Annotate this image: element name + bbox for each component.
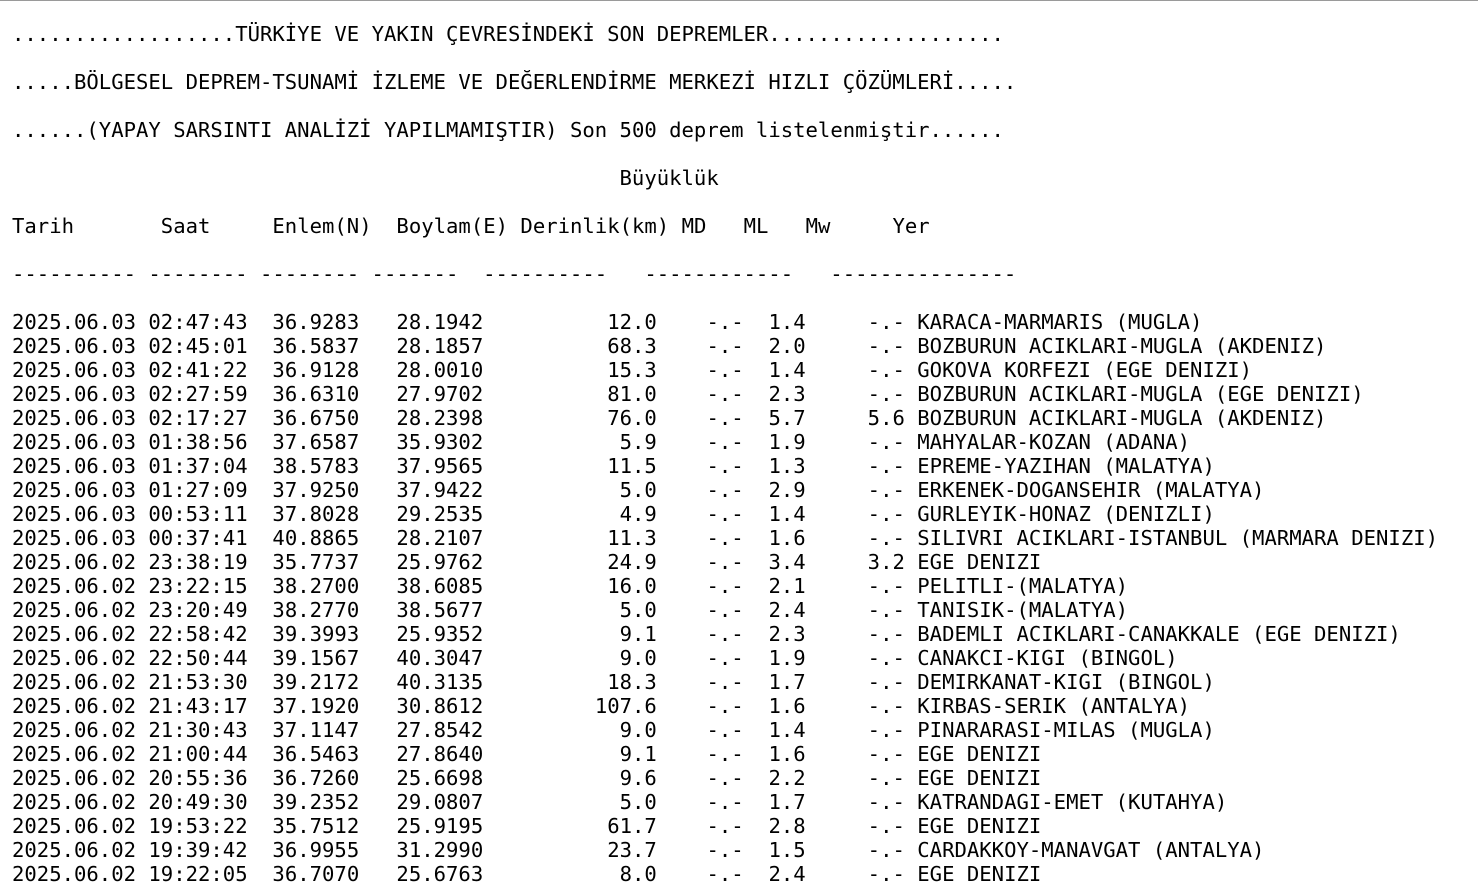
row-depth: 5.9 xyxy=(619,430,657,454)
row-time: 22:50:44 xyxy=(148,646,248,670)
column-underline: ---------- -------- -------- ------- ---------- ------------ --------------- xyxy=(12,262,1017,286)
row-ml: 1.6 xyxy=(768,694,806,718)
row-location: KIRBAS-SERIK (ANTALYA) xyxy=(917,694,1191,718)
row-location: BOZBURUN ACIKLARI-MUGLA (AKDENIZ) xyxy=(917,334,1327,358)
row-depth: 76.0 xyxy=(607,406,657,430)
row-lat: 37.1920 xyxy=(272,694,360,718)
row-md: -.- xyxy=(706,814,744,838)
table-row xyxy=(12,862,1438,886)
row-location: EGE DENIZI xyxy=(917,766,1042,790)
row-lat: 37.6587 xyxy=(272,430,360,454)
row-depth: 5.0 xyxy=(619,598,657,622)
row-lon: 40.3047 xyxy=(396,646,484,670)
row-lat: 38.5783 xyxy=(272,454,360,478)
row-date: 2025.06.02 xyxy=(12,694,136,718)
row-date: 2025.06.02 xyxy=(12,862,136,886)
header-note: (YAPAY SARSINTI ANALİZİ YAPILMAMIŞTIR) Son 500 deprem listelenmiştir xyxy=(86,118,930,142)
row-md: -.- xyxy=(706,718,744,742)
row-location: CANAKCI-KIGI (BINGOL) xyxy=(917,646,1178,670)
row-lat: 36.9283 xyxy=(272,310,360,334)
row-depth: 11.3 xyxy=(607,526,657,550)
row-mw: 3.2 xyxy=(867,550,905,574)
row-date: 2025.06.02 xyxy=(12,718,136,742)
row-depth: 15.3 xyxy=(607,358,657,382)
row-date: 2025.06.02 xyxy=(12,766,136,790)
header-title: TÜRKİYE VE YAKIN ÇEVRESİNDEKİ SON DEPREMLER xyxy=(235,22,769,46)
row-time: 23:20:49 xyxy=(148,598,248,622)
row-mw: -.- xyxy=(867,526,905,550)
col-depth-header: Derinlik(km) xyxy=(520,214,670,238)
row-mw: -.- xyxy=(867,622,905,646)
col-date-header: Tarih xyxy=(12,214,74,238)
row-ml: 2.3 xyxy=(768,382,806,406)
row-lon: 40.3135 xyxy=(396,670,484,694)
row-depth: 8.0 xyxy=(619,862,657,886)
table-row xyxy=(12,430,1438,454)
row-location: MAHYALAR-KOZAN (ADANA) xyxy=(917,430,1191,454)
row-lon: 28.1942 xyxy=(396,310,484,334)
row-md: -.- xyxy=(706,742,744,766)
row-date: 2025.06.02 xyxy=(12,742,136,766)
row-ml: 2.4 xyxy=(768,598,806,622)
row-lon: 28.2107 xyxy=(396,526,484,550)
row-lon: 25.9352 xyxy=(396,622,484,646)
row-lon: 28.0010 xyxy=(396,358,484,382)
table-row xyxy=(12,478,1438,502)
row-depth: 5.0 xyxy=(619,790,657,814)
row-mw: -.- xyxy=(867,646,905,670)
earthquake-rows xyxy=(12,310,1438,886)
row-time: 21:53:30 xyxy=(148,670,248,694)
row-depth: 9.1 xyxy=(619,622,657,646)
row-depth: 23.7 xyxy=(607,838,657,862)
row-time: 19:22:05 xyxy=(148,862,248,886)
table-row xyxy=(12,406,1438,430)
col-time-header: Saat xyxy=(160,214,211,238)
row-location: EGE DENIZI xyxy=(917,742,1042,766)
row-time: 22:58:42 xyxy=(148,622,248,646)
row-md: -.- xyxy=(706,430,744,454)
row-date: 2025.06.03 xyxy=(12,502,136,526)
row-location: EGE DENIZI xyxy=(917,862,1042,886)
row-time: 02:45:01 xyxy=(148,334,248,358)
row-ml: 1.4 xyxy=(768,358,806,382)
row-depth: 16.0 xyxy=(607,574,657,598)
row-location: DEMIRKANAT-KIGI (BINGOL) xyxy=(917,670,1215,694)
row-lon: 35.9302 xyxy=(396,430,484,454)
row-mw: -.- xyxy=(867,430,905,454)
row-location: GOKOVA KORFEZI (EGE DENIZI) xyxy=(917,358,1253,382)
row-mw: -.- xyxy=(867,694,905,718)
row-lon: 37.9565 xyxy=(396,454,484,478)
header-title-line: ..................TÜRKİYE VE YAKIN ÇEVRESİNDEKİ SON DEPREMLER................... xyxy=(12,22,1004,46)
row-md: -.- xyxy=(706,670,744,694)
row-lat: 36.6750 xyxy=(272,406,360,430)
row-time: 01:27:09 xyxy=(148,478,248,502)
row-ml: 1.4 xyxy=(768,718,806,742)
row-lat: 37.1147 xyxy=(272,718,360,742)
row-time: 01:37:04 xyxy=(148,454,248,478)
table-row xyxy=(12,694,1438,718)
table-row xyxy=(12,742,1438,766)
row-lon: 28.1857 xyxy=(396,334,484,358)
table-row xyxy=(12,382,1438,406)
table-row xyxy=(12,598,1438,622)
row-mw: -.- xyxy=(867,454,905,478)
row-md: -.- xyxy=(706,358,744,382)
table-row xyxy=(12,310,1438,334)
table-row xyxy=(12,526,1438,550)
row-md: -.- xyxy=(706,478,744,502)
row-lat: 38.2700 xyxy=(272,574,360,598)
row-lon: 28.2398 xyxy=(396,406,484,430)
row-time: 19:53:22 xyxy=(148,814,248,838)
row-date: 2025.06.02 xyxy=(12,598,136,622)
row-ml: 1.4 xyxy=(768,502,806,526)
row-lon: 25.6698 xyxy=(396,766,484,790)
row-ml: 2.1 xyxy=(768,574,806,598)
row-ml: 1.5 xyxy=(768,838,806,862)
row-date: 2025.06.03 xyxy=(12,478,136,502)
table-row xyxy=(12,358,1438,382)
row-date: 2025.06.03 xyxy=(12,454,136,478)
col-mw-header: Mw xyxy=(805,214,831,238)
row-depth: 68.3 xyxy=(607,334,657,358)
row-location: BOZBURUN ACIKLARI-MUGLA (AKDENIZ) xyxy=(917,406,1327,430)
row-mw: -.- xyxy=(867,790,905,814)
row-md: -.- xyxy=(706,838,744,862)
row-lat: 39.2172 xyxy=(272,670,360,694)
row-location: ERKENEK-DOGANSEHIR (MALATYA) xyxy=(917,478,1265,502)
header-subtitle: BÖLGESEL DEPREM-TSUNAMİ İZLEME VE DEĞERLENDİRME MERKEZİ HIZLI ÇÖZÜMLERİ xyxy=(74,70,955,94)
row-depth: 81.0 xyxy=(607,382,657,406)
row-lon: 27.8640 xyxy=(396,742,484,766)
top-divider xyxy=(0,0,1478,1)
header-subtitle-line: .....BÖLGESEL DEPREM-TSUNAMİ İZLEME VE DEĞERLENDİRME MERKEZİ HIZLI ÇÖZÜMLERİ..... xyxy=(12,70,1017,94)
row-depth: 18.3 xyxy=(607,670,657,694)
table-row xyxy=(12,550,1438,574)
row-md: -.- xyxy=(706,502,744,526)
row-ml: 5.7 xyxy=(768,406,806,430)
row-lat: 35.7737 xyxy=(272,550,360,574)
row-mw: -.- xyxy=(867,742,905,766)
row-date: 2025.06.02 xyxy=(12,622,136,646)
row-mw: -.- xyxy=(867,358,905,382)
row-location: KARACA-MARMARIS (MUGLA) xyxy=(917,310,1203,334)
table-row xyxy=(12,502,1438,526)
row-ml: 2.9 xyxy=(768,478,806,502)
row-mw: -.- xyxy=(867,382,905,406)
row-depth: 61.7 xyxy=(607,814,657,838)
row-md: -.- xyxy=(706,334,744,358)
row-location: BOZBURUN ACIKLARI-MUGLA (EGE DENIZI) xyxy=(917,382,1364,406)
row-time: 19:39:42 xyxy=(148,838,248,862)
row-location: PINARARASI-MILAS (MUGLA) xyxy=(917,718,1215,742)
row-md: -.- xyxy=(706,574,744,598)
row-mw: -.- xyxy=(867,718,905,742)
row-time: 20:55:36 xyxy=(148,766,248,790)
row-ml: 1.3 xyxy=(768,454,806,478)
row-lat: 39.2352 xyxy=(272,790,360,814)
row-date: 2025.06.02 xyxy=(12,814,136,838)
row-ml: 1.9 xyxy=(768,646,806,670)
row-depth: 4.9 xyxy=(619,502,657,526)
row-mw: -.- xyxy=(867,478,905,502)
row-location: EPREME-YAZIHAN (MALATYA) xyxy=(917,454,1215,478)
table-row xyxy=(12,646,1438,670)
row-location: EGE DENIZI xyxy=(917,814,1042,838)
row-ml: 2.8 xyxy=(768,814,806,838)
row-date: 2025.06.02 xyxy=(12,790,136,814)
row-lat: 40.8865 xyxy=(272,526,360,550)
row-mw: -.- xyxy=(867,598,905,622)
row-time: 02:41:22 xyxy=(148,358,248,382)
row-lon: 29.0807 xyxy=(396,790,484,814)
row-location: KATRANDAGI-EMET (KUTAHYA) xyxy=(917,790,1228,814)
row-depth: 9.0 xyxy=(619,646,657,670)
row-lon: 25.9762 xyxy=(396,550,484,574)
table-row xyxy=(12,334,1438,358)
row-mw: -.- xyxy=(867,334,905,358)
earthquake-listing xyxy=(12,22,1438,886)
row-lon: 25.9195 xyxy=(396,814,484,838)
magnitude-group-line xyxy=(12,166,1438,190)
row-lat: 36.6310 xyxy=(272,382,360,406)
row-ml: 1.4 xyxy=(768,310,806,334)
row-lon: 31.2990 xyxy=(396,838,484,862)
table-row xyxy=(12,622,1438,646)
row-location: SILIVRI ACIKLARI-ISTANBUL (MARMARA DENIZI) xyxy=(917,526,1439,550)
row-time: 00:53:11 xyxy=(148,502,248,526)
row-lat: 37.9250 xyxy=(272,478,360,502)
row-lat: 36.7260 xyxy=(272,766,360,790)
row-time: 23:22:15 xyxy=(148,574,248,598)
row-mw: -.- xyxy=(867,310,905,334)
row-md: -.- xyxy=(706,382,744,406)
row-mw: 5.6 xyxy=(867,406,905,430)
col-ml-header: ML xyxy=(743,214,769,238)
row-time: 23:38:19 xyxy=(148,550,248,574)
row-md: -.- xyxy=(706,526,744,550)
row-mw: -.- xyxy=(867,574,905,598)
row-date: 2025.06.03 xyxy=(12,310,136,334)
row-time: 21:30:43 xyxy=(148,718,248,742)
row-md: -.- xyxy=(706,694,744,718)
row-lat: 39.1567 xyxy=(272,646,360,670)
row-date: 2025.06.02 xyxy=(12,838,136,862)
row-time: 21:43:17 xyxy=(148,694,248,718)
row-lat: 36.5837 xyxy=(272,334,360,358)
row-lat: 38.2770 xyxy=(272,598,360,622)
row-date: 2025.06.03 xyxy=(12,334,136,358)
row-date: 2025.06.03 xyxy=(12,430,136,454)
row-md: -.- xyxy=(706,790,744,814)
row-lon: 30.8612 xyxy=(396,694,484,718)
row-md: -.- xyxy=(706,550,744,574)
row-date: 2025.06.02 xyxy=(12,550,136,574)
row-md: -.- xyxy=(706,622,744,646)
row-ml: 2.2 xyxy=(768,766,806,790)
row-date: 2025.06.03 xyxy=(12,526,136,550)
row-ml: 1.6 xyxy=(768,742,806,766)
row-ml: 2.4 xyxy=(768,862,806,886)
row-mw: -.- xyxy=(867,766,905,790)
table-row xyxy=(12,838,1438,862)
row-location: EGE DENIZI xyxy=(917,550,1042,574)
row-depth: 24.9 xyxy=(607,550,657,574)
row-location: PELITLI-(MALATYA) xyxy=(917,574,1129,598)
row-lon: 27.8542 xyxy=(396,718,484,742)
row-location: TANISIK-(MALATYA) xyxy=(917,598,1129,622)
col-location-header: Yer xyxy=(892,214,930,238)
row-lat: 36.9955 xyxy=(272,838,360,862)
row-date: 2025.06.03 xyxy=(12,382,136,406)
row-time: 02:17:27 xyxy=(148,406,248,430)
row-ml: 2.0 xyxy=(768,334,806,358)
row-depth: 11.5 xyxy=(607,454,657,478)
table-row xyxy=(12,670,1438,694)
row-lat: 37.8028 xyxy=(272,502,360,526)
col-md-header: MD xyxy=(681,214,707,238)
row-mw: -.- xyxy=(867,502,905,526)
row-md: -.- xyxy=(706,766,744,790)
table-row xyxy=(12,790,1438,814)
row-ml: 1.9 xyxy=(768,430,806,454)
row-mw: -.- xyxy=(867,838,905,862)
row-date: 2025.06.03 xyxy=(12,358,136,382)
row-md: -.- xyxy=(706,598,744,622)
header-note-line: ......(YAPAY SARSINTI ANALİZİ YAPILMAMIŞTIR) Son 500 deprem listelenmiştir...... xyxy=(12,118,1004,142)
row-date: 2025.06.02 xyxy=(12,670,136,694)
row-lat: 36.7070 xyxy=(272,862,360,886)
col-lat-header: Enlem(N) xyxy=(272,214,372,238)
row-mw: -.- xyxy=(867,814,905,838)
row-ml: 3.4 xyxy=(768,550,806,574)
table-row xyxy=(12,454,1438,478)
row-md: -.- xyxy=(706,646,744,670)
row-depth: 12.0 xyxy=(607,310,657,334)
row-date: 2025.06.03 xyxy=(12,406,136,430)
row-ml: 1.7 xyxy=(768,670,806,694)
column-headers xyxy=(12,214,1438,238)
row-location: BADEMLI ACIKLARI-CANAKKALE (EGE DENIZI) xyxy=(917,622,1401,646)
magnitude-group-header: Büyüklük xyxy=(619,166,719,190)
row-lon: 25.6763 xyxy=(396,862,484,886)
row-depth: 9.1 xyxy=(619,742,657,766)
row-lon: 29.2535 xyxy=(396,502,484,526)
row-date: 2025.06.02 xyxy=(12,646,136,670)
row-time: 02:47:43 xyxy=(148,310,248,334)
row-ml: 1.7 xyxy=(768,790,806,814)
row-md: -.- xyxy=(706,310,744,334)
row-lat: 35.7512 xyxy=(272,814,360,838)
row-depth: 9.6 xyxy=(619,766,657,790)
row-lon: 38.6085 xyxy=(396,574,484,598)
col-lon-header: Boylam(E) xyxy=(396,214,509,238)
row-mw: -.- xyxy=(867,862,905,886)
row-depth: 5.0 xyxy=(619,478,657,502)
row-lon: 37.9422 xyxy=(396,478,484,502)
row-md: -.- xyxy=(706,406,744,430)
row-time: 20:49:30 xyxy=(148,790,248,814)
row-depth: 107.6 xyxy=(594,694,657,718)
row-time: 02:27:59 xyxy=(148,382,248,406)
row-time: 21:00:44 xyxy=(148,742,248,766)
table-row xyxy=(12,814,1438,838)
table-row xyxy=(12,766,1438,790)
row-lon: 27.9702 xyxy=(396,382,484,406)
table-row xyxy=(12,718,1438,742)
row-date: 2025.06.02 xyxy=(12,574,136,598)
row-depth: 9.0 xyxy=(619,718,657,742)
row-location: GURLEYIK-HONAZ (DENIZLI) xyxy=(917,502,1215,526)
row-lat: 36.9128 xyxy=(272,358,360,382)
row-ml: 2.3 xyxy=(768,622,806,646)
row-lat: 39.3993 xyxy=(272,622,360,646)
row-lat: 36.5463 xyxy=(272,742,360,766)
table-row xyxy=(12,574,1438,598)
row-lon: 38.5677 xyxy=(396,598,484,622)
row-ml: 1.6 xyxy=(768,526,806,550)
row-time: 01:38:56 xyxy=(148,430,248,454)
row-location: CARDAKKOY-MANAVGAT (ANTALYA) xyxy=(917,838,1265,862)
row-md: -.- xyxy=(706,454,744,478)
row-time: 00:37:41 xyxy=(148,526,248,550)
row-md: -.- xyxy=(706,862,744,886)
row-mw: -.- xyxy=(867,670,905,694)
